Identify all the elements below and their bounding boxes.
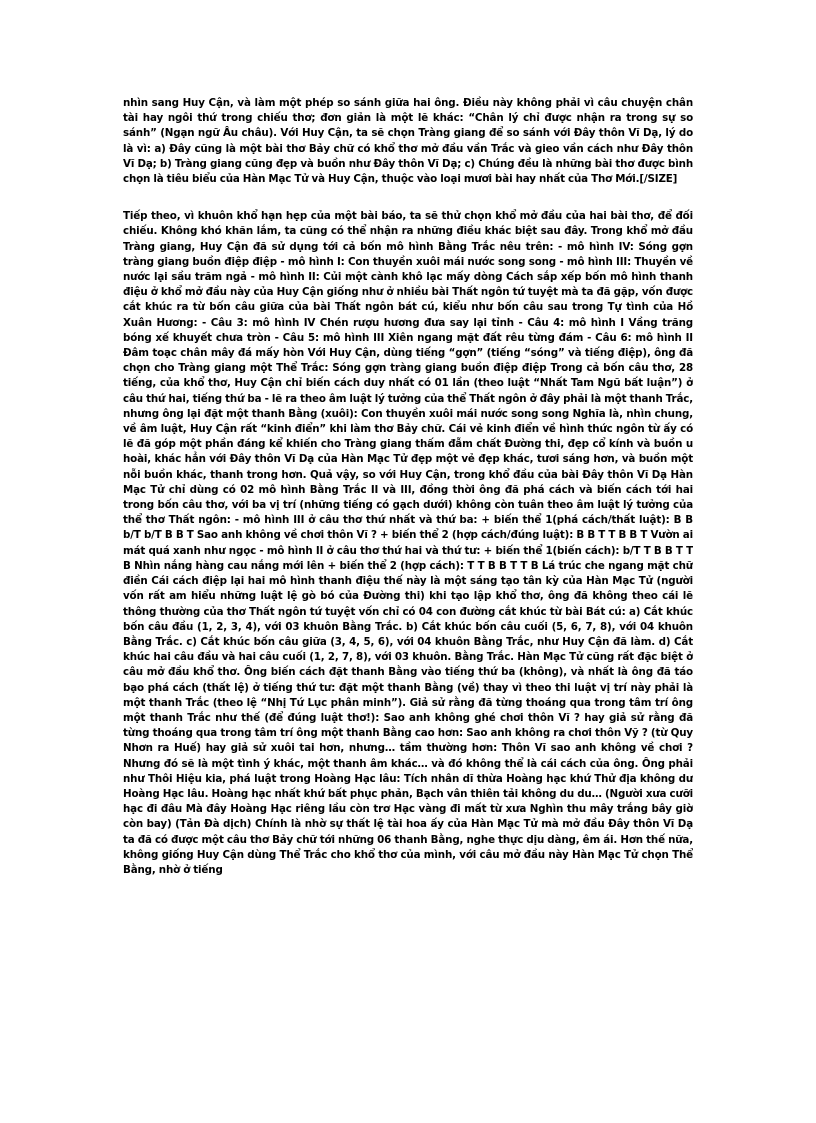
paragraph-comparison-intro: nhìn sang Huy Cận, và làm một phép so sánh giữa hai ông. Điều này không phải vì câu chuyện chân tài hay ngôi thứ trong chiếu thơ; đơn giản là một lẽ khác: “Chân lý chỉ được nhận ra trong sự so sánh” (Ngạn ngữ Âu châu). Với Huy Cận, ta sẽ chọn Tràng giang để so sánh với Đây thôn Vĩ Dạ, lý do là vì: a) Đây cũng là một bài thơ Bảy chữ có khổ thơ mở đầu vần Trắc và gieo vần cách như Đây thôn Vĩ Dạ; b) Tràng giang cũng đẹp và buồn như Đây thôn Vĩ Dạ; c) Chúng đều là những bài thơ được bình chọn là tiêu biểu của Hàn Mạc Tử và Huy Cận, thuộc vào loại mươi bài hay nhất của Thơ Mới.[/SIZE] [123,97,693,186]
document-page [123,96,693,1096]
paragraph-stanza-analysis: Tiếp theo, vì khuôn khổ hạn hẹp của một bài báo, ta sẽ thử chọn khổ mở đầu của hai bài thơ, để đối chiếu. Không khó khăn lắm, ta cũng có thể nhận ra những điều khác biệt sau đây. Trong khổ mở đầu Tràng giang, Huy Cận đã sử dụng tới cả bốn mô hình Bằng Trắc nêu trên: - mô hình IV: Sóng gợn tràng giang buồn điệp điệp - mô hình I: Con thuyền xuôi mái nước song song - mô hình III: Thuyền về nước lại sầu trăm ngả - mô hình II: Củi một cành khô lạc mấy dòng Cách sắp xếp bốn mô hình thanh điệu ở khổ mở đầu này của Huy Cận giống như ở nhiều bài Thất ngôn tứ tuyệt mà ta đã gặp, vốn được cắt khúc ra từ bốn câu giữa của bài Thất ngôn bát cú, kiểu như bốn câu sau trong Tự tình của Hồ Xuân Hương: - Câu 3: mô hình IV Chén rượu hương đưa say lại tỉnh - Câu 4: mô hình I Vầng trăng bóng xế khuyết chưa tròn - Câu 5: mô hình III Xiên ngang mặt đất rêu từng đám - Câu 6: mô hình II Đâm toạc chân mây đá mấy hòn Với Huy Cận, dùng tiếng “gợn” (tiếng “sóng” và tiếng điệp), ông đã chọn cho Tràng giang một Thể Trắc: Sóng gợn tràng giang buồn điệp điệp Trong cả bốn câu thơ, 28 tiếng, của khổ thơ, Huy Cận chỉ biến cách duy nhất có 01 lần (theo luật “Nhất Tam Ngũ bất luận”) ở câu thứ hai, tiếng thứ ba - lẽ ra theo âm luật lý tưởng của thể Thất ngôn ở đây phải là một thanh Trắc, nhưng ông lại đặt một thanh Bằng (xuôi): Con thuyền xuôi mái nước song song Nghĩa là, nhìn chung, về âm luật, Huy Cận rất “kinh điển” khi làm thơ Bảy chữ. Cái vẻ kinh điển về hình thức ngôn từ ấy có lẽ đã góp một phần đáng kể khiến cho Tràng giang thấm đẫm chất Đường thi, đẹp cổ kính và buồn u hoài, khác hẳn với Đây thôn Vĩ Dạ của Hàn Mạc Tử đẹp một vẻ đẹp khác, tươi sáng hơn, và buồn một nỗi buồn khác, thanh trong hơn. Quả vậy, so với Huy Cận, trong khổ đầu của bài Đây thôn Vĩ Dạ Hàn Mạc Tử chỉ dùng có 02 mô hình Bằng Trắc II và III, đồng thời ông đã phá cách và biến cách tới hai trong bốn câu thơ, với ba vị trí (những tiếng có gạch dưới) không còn tuân theo âm luật lý tưởng của thể thơ Thất ngôn: - mô hình III ở câu thơ thứ nhất và thứ ba: + biến thể 1(phá cách/thất luật): B B b/T b/T B B T Sao anh không về chơi thôn Vĩ ? + biến thể 2 (hợp cách/đúng luật): B B T T B B T Vườn ai mát quá xanh như ngọc - mô hình II ở câu thơ thứ hai và thứ tư: + biến thể 1(biến cách): b/T T B B T T B Nhìn nắng hàng cau nắng mới lên + biến thể 2 (hợp cách): T T B B T T B Lá trúc che ngang mặt chữ điền Cái cách điệp lại hai mô hình thanh điệu thế này là một sáng tạo tân kỳ của Hàn Mạc Tử (người vốn rất am hiểu những luật lệ gò bó của Đường thi) khi tạo lập khổ thơ, ông đã không theo cái lẽ thông thường của thơ Thất ngôn tứ tuyệt vốn chỉ có 04 con đường cắt khúc từ bài Bát cú: a) Cắt khúc bốn câu đầu (1, 2, 3, 4), với 03 khuôn Bằng Trắc. b) Cắt khúc bốn câu cuối (5, 6, 7, 8), với 04 khuôn Bằng Trắc. c) Cắt khúc bốn câu giữa (3, 4, 5, 6), với 04 khuôn Bằng Trắc, như Huy Cận đã làm. d) Cắt khúc hai câu đầu và hai câu cuối (1, 2, 7, 8), với 03 khuôn. Bằng Trắc. Hàn Mạc Tử cũng rất đặc biệt ở câu mở đầu khổ thơ. Ông biến cách đặt thanh Bằng vào tiếng thứ ba (không), và nhất là ông đã táo bạo phá cách (thất lệ) ở tiếng thứ tư: đặt một thanh Bằng (về) thay vì theo thi luật vị trí này phải là một thanh Trắc (theo lệ “Nhị Tứ Lục phân minh”). Giả sử rằng đã từng thoáng qua trong tâm trí ông một thanh Trắc như thế (để đúng luật thơ!): Sao anh không ghé chơi thôn Vĩ ? hay giả sử rằng đã từng thoáng qua trong tâm trí ông một thanh Bằng cao hơn: Sao anh không ra chơi thôn Vỹ ? (từ Quy Nhơn ra Huế) hay giả sử xuôi tai hơn, nhưng… tầm thường hơn: Thôn Vĩ sao anh không về chơi ? Nhưng đó sẽ là một tình ý khác, một thanh âm khác… và đó không thể là cái cách của ông. Ông phải như Thôi Hiệu kia, phá luật trong Hoàng Hạc lâu: Tích nhân dĩ thừa Hoàng hạc khứ Thử địa không dư Hoàng Hạc lâu. Hoàng hạc nhất khứ bất phục phản, Bạch vân thiên tải không du du… (Người xưa cưỡi hạc đi đâu Mà đây Hoàng Hạc riêng lầu còn trơ Hạc vàng đi mất từ xưa Nghìn thu mây trắng bây giờ còn bay) (Tản Đà dịch) Chính là nhờ sự thất lệ tài hoa ấy của Hàn Mạc Tử mà mở đầu Đây thôn Vĩ Dạ ta đã có được một câu thơ Bảy chữ tới những 06 thanh Bằng, nghe thực dịu dàng, êm ái. Hơn thế nữa, không giống Huy Cận dùng Thể Trắc cho khổ thơ của mình, với câu mở đầu này Hàn Mạc Tử chọn Thể Bằng, nhờ ở tiếng [123,210,693,876]
